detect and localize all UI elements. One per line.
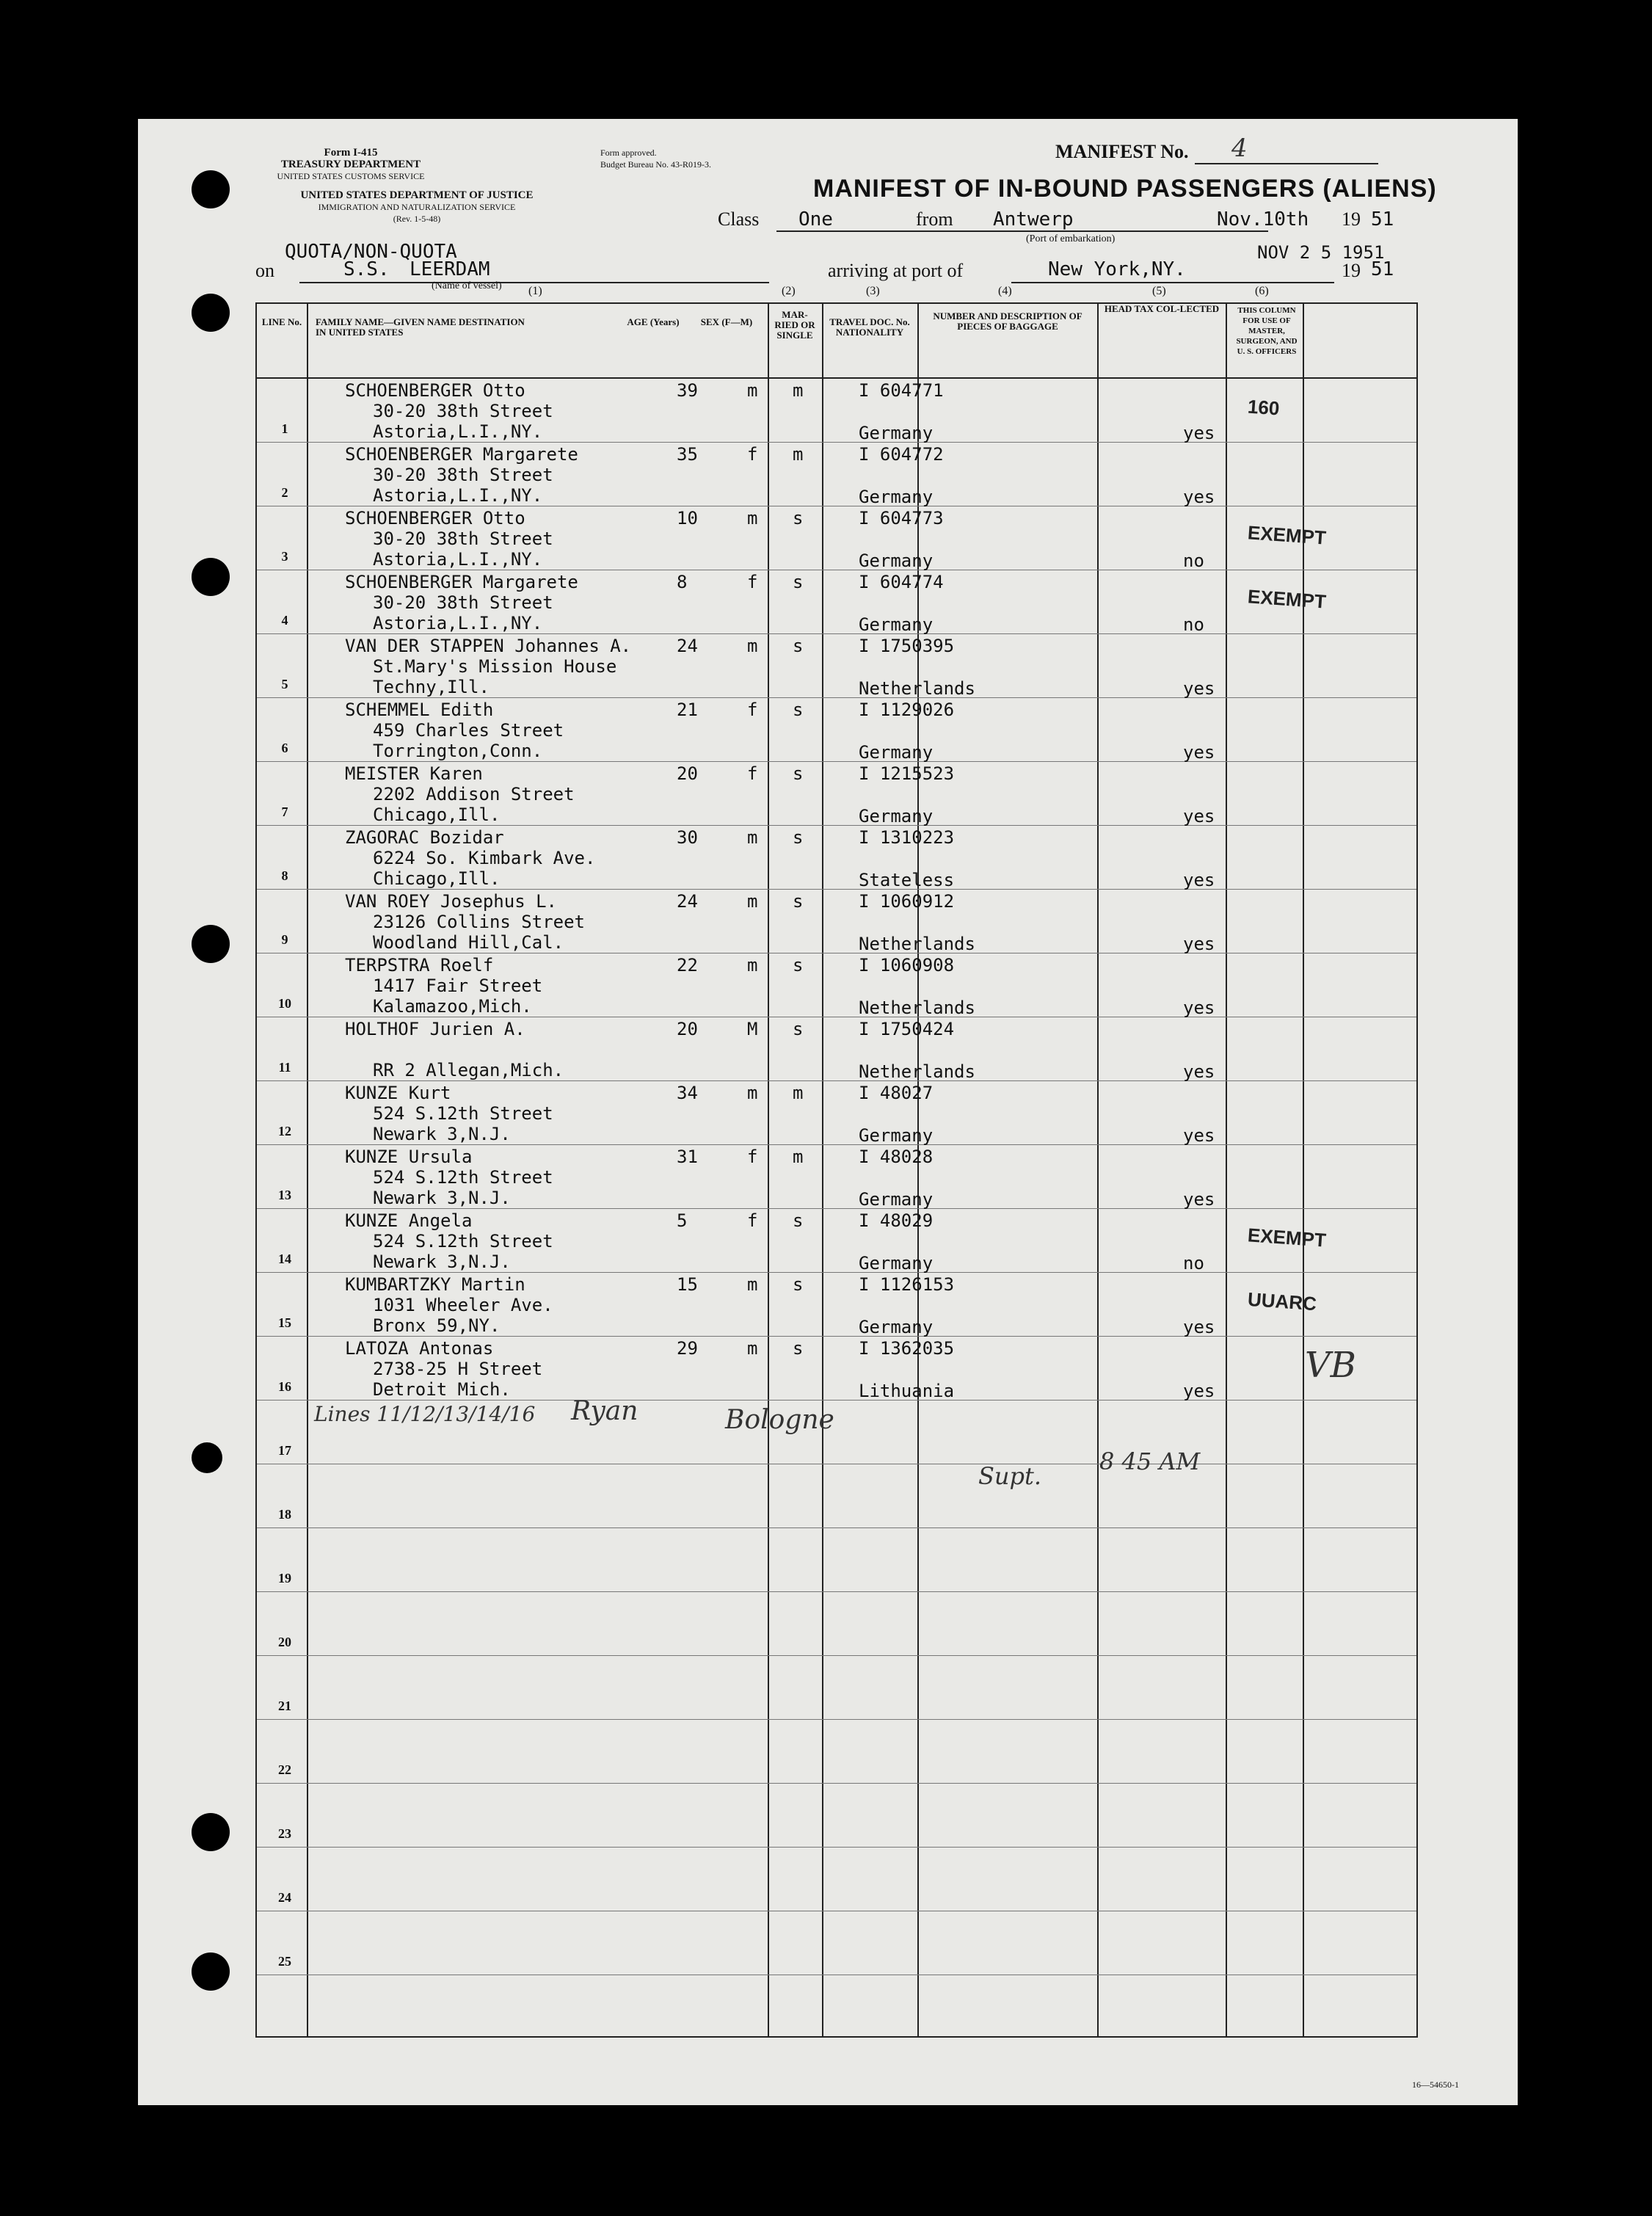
from-port: Antwerp [993,208,1074,230]
binder-hole [192,558,230,596]
head-tax: yes [1183,423,1215,443]
line-number: 25 [278,1954,291,1969]
head-tax: yes [1183,998,1215,1018]
from-label: from [916,208,953,230]
passenger-age: 21 [677,700,698,720]
travel-doc-number: I 1126153 [859,1274,955,1295]
passenger-marital: s [793,1019,804,1039]
line-number: 9 [281,932,288,947]
col-divider [1097,304,1099,2036]
officer-note: EXEMPT [1247,1224,1327,1252]
approval-block [600,147,711,170]
row-divider [257,825,1416,826]
form-header-left [255,147,446,182]
passenger-address: 1417 Fair Street [373,976,543,996]
passenger-city: Bronx 59,NY. [373,1315,501,1336]
officer-note: 160 [1247,395,1281,420]
passenger-name: KUNZE Ursula [345,1147,473,1167]
nationality: Germany [859,1317,934,1337]
handwritten-lines-note: Lines 11/12/13/14/16 [314,1402,536,1426]
passenger-sex: m [747,1274,758,1295]
col-num-1: (1) [528,285,542,297]
officer-note: UUARC [1247,1287,1317,1315]
class-value: One [798,208,833,230]
nationality: Germany [859,551,934,571]
passenger-name: SCHOENBERGER Otto [345,380,525,401]
handwritten-supt: Supt. [978,1462,1042,1490]
col-head-officers: THIS COLUMN FOR USE OF MASTER, SURGEON, AND U. S. OFFICERS [1236,306,1298,356]
passenger-sex: m [747,891,758,912]
travel-doc-number: I 604774 [859,572,944,592]
passenger-address: 30-20 38th Street [373,592,553,613]
travel-doc-number: I 1129026 [859,700,955,720]
line-number: 4 [281,613,288,628]
passenger-address: 30-20 38th Street [373,528,553,549]
class-label: Class [718,208,760,230]
col-head-sex: SEX (F—M) [700,316,753,327]
manifest-number: 4 [1231,134,1248,163]
arrive-year: 51 [1371,258,1394,280]
passenger-marital: s [793,763,804,784]
line-number: 19 [278,1571,291,1585]
customs-label: UNITED STATES CUSTOMS SERVICE [277,171,425,181]
passenger-name: TERPSTRA Roelf [345,955,494,976]
col-num-3: (3) [866,285,880,297]
passenger-marital: s [793,891,804,912]
passenger-address: 30-20 38th Street [373,401,553,421]
passenger-age: 20 [677,1019,698,1039]
col-num-6: (6) [1255,285,1269,297]
passenger-age: 24 [677,636,698,656]
line-number: 23 [278,1826,291,1841]
passenger-age: 20 [677,763,698,784]
passenger-sex: m [747,1338,758,1359]
passenger-age: 10 [677,508,698,528]
col-divider [768,304,769,2036]
passenger-age: 5 [677,1210,688,1231]
line-number: 22 [278,1762,291,1777]
passenger-marital: s [793,1210,804,1231]
handwritten-signature-2: Bologne [725,1405,834,1435]
passenger-marital: s [793,955,804,976]
arriving-label: arriving at port of [828,260,964,281]
passenger-sex: f [747,1147,758,1167]
passenger-name: LATOZA Antonas [345,1338,494,1359]
travel-doc-number: I 604773 [859,508,944,528]
travel-doc-number: I 1215523 [859,763,955,784]
passenger-city: Newark 3,N.J. [373,1252,511,1272]
passenger-address: 524 S.12th Street [373,1103,553,1124]
passenger-name: ZAGORAC Bozidar [345,827,504,848]
nationality: Germany [859,1253,934,1274]
binder-hole [192,925,230,963]
passenger-address: 524 S.12th Street [373,1231,553,1252]
nationality: Netherlands [859,1061,975,1082]
nationality: Germany [859,614,934,635]
passenger-city: Newark 3,N.J. [373,1124,511,1144]
passenger-age: 31 [677,1147,698,1167]
nationality: Germany [859,1189,934,1210]
passenger-name: VAN ROEY Josephus L. [345,891,557,912]
col-head-baggage: NUMBER AND DESCRIPTION OF PIECES OF BAGGAGE [933,310,1082,332]
vessel-name: LEERDAM [410,258,490,280]
line-number: 12 [278,1124,291,1138]
travel-doc-number: I 1750424 [859,1019,955,1039]
nationality: Lithuania [859,1381,955,1401]
row-divider [257,1400,1416,1401]
line-number: 18 [278,1507,291,1522]
head-tax: yes [1183,487,1215,507]
passenger-sex: f [747,1210,758,1231]
line-number: 8 [281,868,288,883]
nationality: Netherlands [859,934,975,954]
row-divider [257,1719,1416,1720]
passenger-marital: s [793,1338,804,1359]
passenger-marital: s [793,636,804,656]
passenger-address: 2738-25 H Street [373,1359,543,1379]
col-divider [1226,304,1227,2036]
passenger-sex: m [747,827,758,848]
passenger-name: KUNZE Kurt [345,1083,451,1103]
col-divider [1303,304,1304,2036]
col-divider [822,304,823,2036]
quota-label: QUOTA/NON-QUOTA [285,241,457,263]
binder-hole [192,170,230,208]
line-number: 7 [281,804,288,819]
row-divider [257,1336,1416,1337]
head-tax: no [1183,614,1204,635]
travel-doc-number: I 48029 [859,1210,934,1231]
rev-label: (Rev. 1-5-48) [393,214,441,224]
head-tax: yes [1183,1317,1215,1337]
passenger-sex: f [747,763,758,784]
passenger-address: St.Mary's Mission House [373,656,617,677]
justice-header [255,189,578,225]
passenger-age: 35 [677,444,698,465]
vessel-note: (Name of vessel) [432,280,502,291]
line-number: 21 [278,1699,291,1713]
passenger-sex: m [747,1083,758,1103]
passenger-city: Kalamazoo,Mich. [373,996,532,1017]
passenger-name: KUNZE Angela [345,1210,473,1231]
row-divider [257,1847,1416,1848]
page-title: MANIFEST OF IN-BOUND PASSENGERS (ALIENS) [813,175,1437,203]
passenger-marital: m [793,1147,804,1167]
passenger-sex: f [747,444,758,465]
passenger-age: 30 [677,827,698,848]
col-head-headtax: HEAD TAX COL-LECTED [1104,303,1220,314]
line-number: 3 [281,549,288,564]
passenger-address: 23126 Collins Street [373,912,585,932]
head-tax: yes [1183,806,1215,827]
date-stamp: NOV 2 5 1951 [1257,242,1385,263]
line-number: 17 [278,1443,291,1458]
line-number: 24 [278,1890,291,1905]
passenger-marital: m [793,380,804,401]
row-divider [257,1144,1416,1145]
col-num-2: (2) [782,285,796,297]
handwritten-signature-1: Ryan [571,1396,638,1426]
passenger-name: MEISTER Karen [345,763,483,784]
vessel-prefix: S.S. [343,258,390,280]
passenger-sex: m [747,636,758,656]
travel-doc-number: I 1060908 [859,955,955,976]
line-number: 16 [278,1379,291,1394]
passenger-city: Newark 3,N.J. [373,1188,511,1208]
year-prefix: 19 [1342,208,1361,230]
nationality: Germany [859,742,934,763]
passenger-sex: m [747,508,758,528]
row-divider [257,1655,1416,1656]
passenger-address: 459 Charles Street [373,720,564,741]
nationality: Netherlands [859,678,975,699]
passenger-sex: m [747,380,758,401]
travel-doc-number: I 604771 [859,380,944,401]
travel-doc-number: I 1060912 [859,891,955,912]
manifest-no-line [1195,144,1378,164]
ins-label: IMMIGRATION AND NATURALIZATION SERVICE [318,202,516,212]
row-divider [257,1208,1416,1209]
date-value: Nov.10th [1217,208,1309,230]
passenger-city: Astoria,L.I.,NY. [373,485,543,506]
passenger-age: 22 [677,955,698,976]
manifest-no-label: MANIFEST No. [1055,141,1189,162]
passenger-name: SCHOENBERGER Otto [345,508,525,528]
col-head-married: MAR-RIED OR SINGLE [774,309,815,341]
travel-doc-number: I 604772 [859,444,944,465]
travel-doc-number: I 48027 [859,1083,934,1103]
manifest-sheet [138,119,1518,2105]
passenger-age: 34 [677,1083,698,1103]
line-number: 11 [278,1060,291,1075]
passenger-city: Techny,Ill. [373,677,490,697]
passenger-age: 39 [677,380,698,401]
passenger-sex: m [747,955,758,976]
travel-doc-number: I 1362035 [859,1338,955,1359]
passenger-city: Detroit Mich. [373,1379,511,1400]
passenger-marital: m [793,1083,804,1103]
col-divider [307,304,308,2036]
passenger-name: VAN DER STAPPEN Johannes A. [345,636,632,656]
passenger-city: Woodland Hill,Cal. [373,932,564,953]
line-number: 20 [278,1635,291,1649]
head-tax: yes [1183,742,1215,763]
passenger-age: 8 [677,572,688,592]
head-tax: yes [1183,934,1215,954]
passenger-name: SCHEMMEL Edith [345,700,494,720]
passenger-name: KUMBARTZKY Martin [345,1274,525,1295]
arrival-port: New York,NY. [1048,258,1186,280]
passenger-city: Chicago,Ill. [373,804,501,825]
officer-note: EXEMPT [1247,521,1327,549]
passenger-address: 1031 Wheeler Ave. [373,1295,553,1315]
binder-hole [192,1952,230,1991]
passenger-name: SCHOENBERGER Margarete [345,572,578,592]
row-divider [257,761,1416,762]
col-head-line: LINE No. [261,316,302,327]
row-divider [257,1591,1416,1592]
justice-label: UNITED STATES DEPARTMENT OF JUSTICE [300,189,534,201]
row-divider [257,697,1416,698]
nationality: Stateless [859,870,955,890]
passenger-address: 524 S.12th Street [373,1167,553,1188]
passenger-marital: s [793,1274,804,1295]
form-code: 16—54650-1 [1412,2079,1459,2090]
passenger-sex: f [747,700,758,720]
head-tax: yes [1183,1381,1215,1401]
port-embark-note: (Port of embarkation) [1026,233,1116,244]
row-divider [257,1080,1416,1081]
passenger-marital: s [793,827,804,848]
header-divider [257,377,1416,379]
col-num-5: (5) [1152,285,1166,297]
line-number: 2 [281,485,288,500]
head-tax: yes [1183,678,1215,699]
row-divider [257,1272,1416,1273]
passenger-marital: m [793,444,804,465]
col-num-4: (4) [998,285,1012,297]
passenger-age: 15 [677,1274,698,1295]
treasury-label: TREASURY DEPARTMENT [280,159,421,170]
handwritten-time: 8 45 AM [1099,1447,1201,1475]
binder-hole [192,294,230,332]
passenger-sex: f [747,572,758,592]
passenger-city: Torrington,Conn. [373,741,543,761]
passenger-city: RR 2 Allegan,Mich. [373,1060,564,1080]
form-approved: Form approved. [600,148,657,158]
passenger-city: Astoria,L.I.,NY. [373,549,543,570]
head-tax: yes [1183,1061,1215,1082]
passenger-name: HOLTHOF Jurien A. [345,1019,525,1039]
travel-doc-number: I 1310223 [859,827,955,848]
travel-doc-number: I 48028 [859,1147,934,1167]
nationality: Netherlands [859,998,975,1018]
col-head-travel: TRAVEL DOC. No. NATIONALITY [829,316,910,338]
handwritten-initials: VB [1305,1345,1356,1386]
passenger-age: 24 [677,891,698,912]
head-tax: no [1183,551,1204,571]
line-number: 14 [278,1252,291,1266]
row-divider [257,889,1416,890]
arrive-year-prefix: 19 [1342,260,1361,281]
passenger-address: 2202 Addison Street [373,784,575,804]
line-number: 15 [278,1315,291,1330]
form-number: Form I-415 [324,147,378,159]
on-label: on [255,260,274,281]
line-number: 10 [278,996,291,1011]
binder-hole [192,1813,230,1851]
head-tax: yes [1183,1125,1215,1146]
nationality: Germany [859,487,934,507]
passenger-city: Astoria,L.I.,NY. [373,421,543,442]
passenger-sex: M [747,1019,758,1039]
nationality: Germany [859,423,934,443]
col-head-age: AGE (Years) [627,316,680,327]
row-divider [257,633,1416,634]
passenger-address: 30-20 38th Street [373,465,553,485]
nationality: Germany [859,1125,934,1146]
budget-bureau: Budget Bureau No. 43-R019-3. [600,159,711,170]
year-value: 51 [1371,208,1394,230]
col-head-name: FAMILY NAME—GIVEN NAME DESTINATION IN UNITED STATES [316,316,525,338]
nationality: Germany [859,806,934,827]
line-number: 13 [278,1188,291,1202]
head-tax: yes [1183,870,1215,890]
passenger-marital: s [793,700,804,720]
line-number: 5 [281,677,288,691]
line-number: 6 [281,741,288,755]
passenger-address: 6224 So. Kimbark Ave. [373,848,596,868]
officer-note: EXEMPT [1247,585,1327,613]
passenger-marital: s [793,572,804,592]
passenger-city: Astoria,L.I.,NY. [373,613,543,633]
head-tax: yes [1183,1189,1215,1210]
row-divider [257,1783,1416,1784]
line-number: 1 [281,421,288,436]
passenger-marital: s [793,508,804,528]
row-divider [257,1527,1416,1528]
row-divider [257,442,1416,443]
passenger-name: SCHOENBERGER Margarete [345,444,578,465]
binder-hole [192,1442,222,1473]
passenger-city: Chicago,Ill. [373,868,501,889]
passenger-age: 29 [677,1338,698,1359]
travel-doc-number: I 1750395 [859,636,955,656]
head-tax: no [1183,1253,1204,1274]
